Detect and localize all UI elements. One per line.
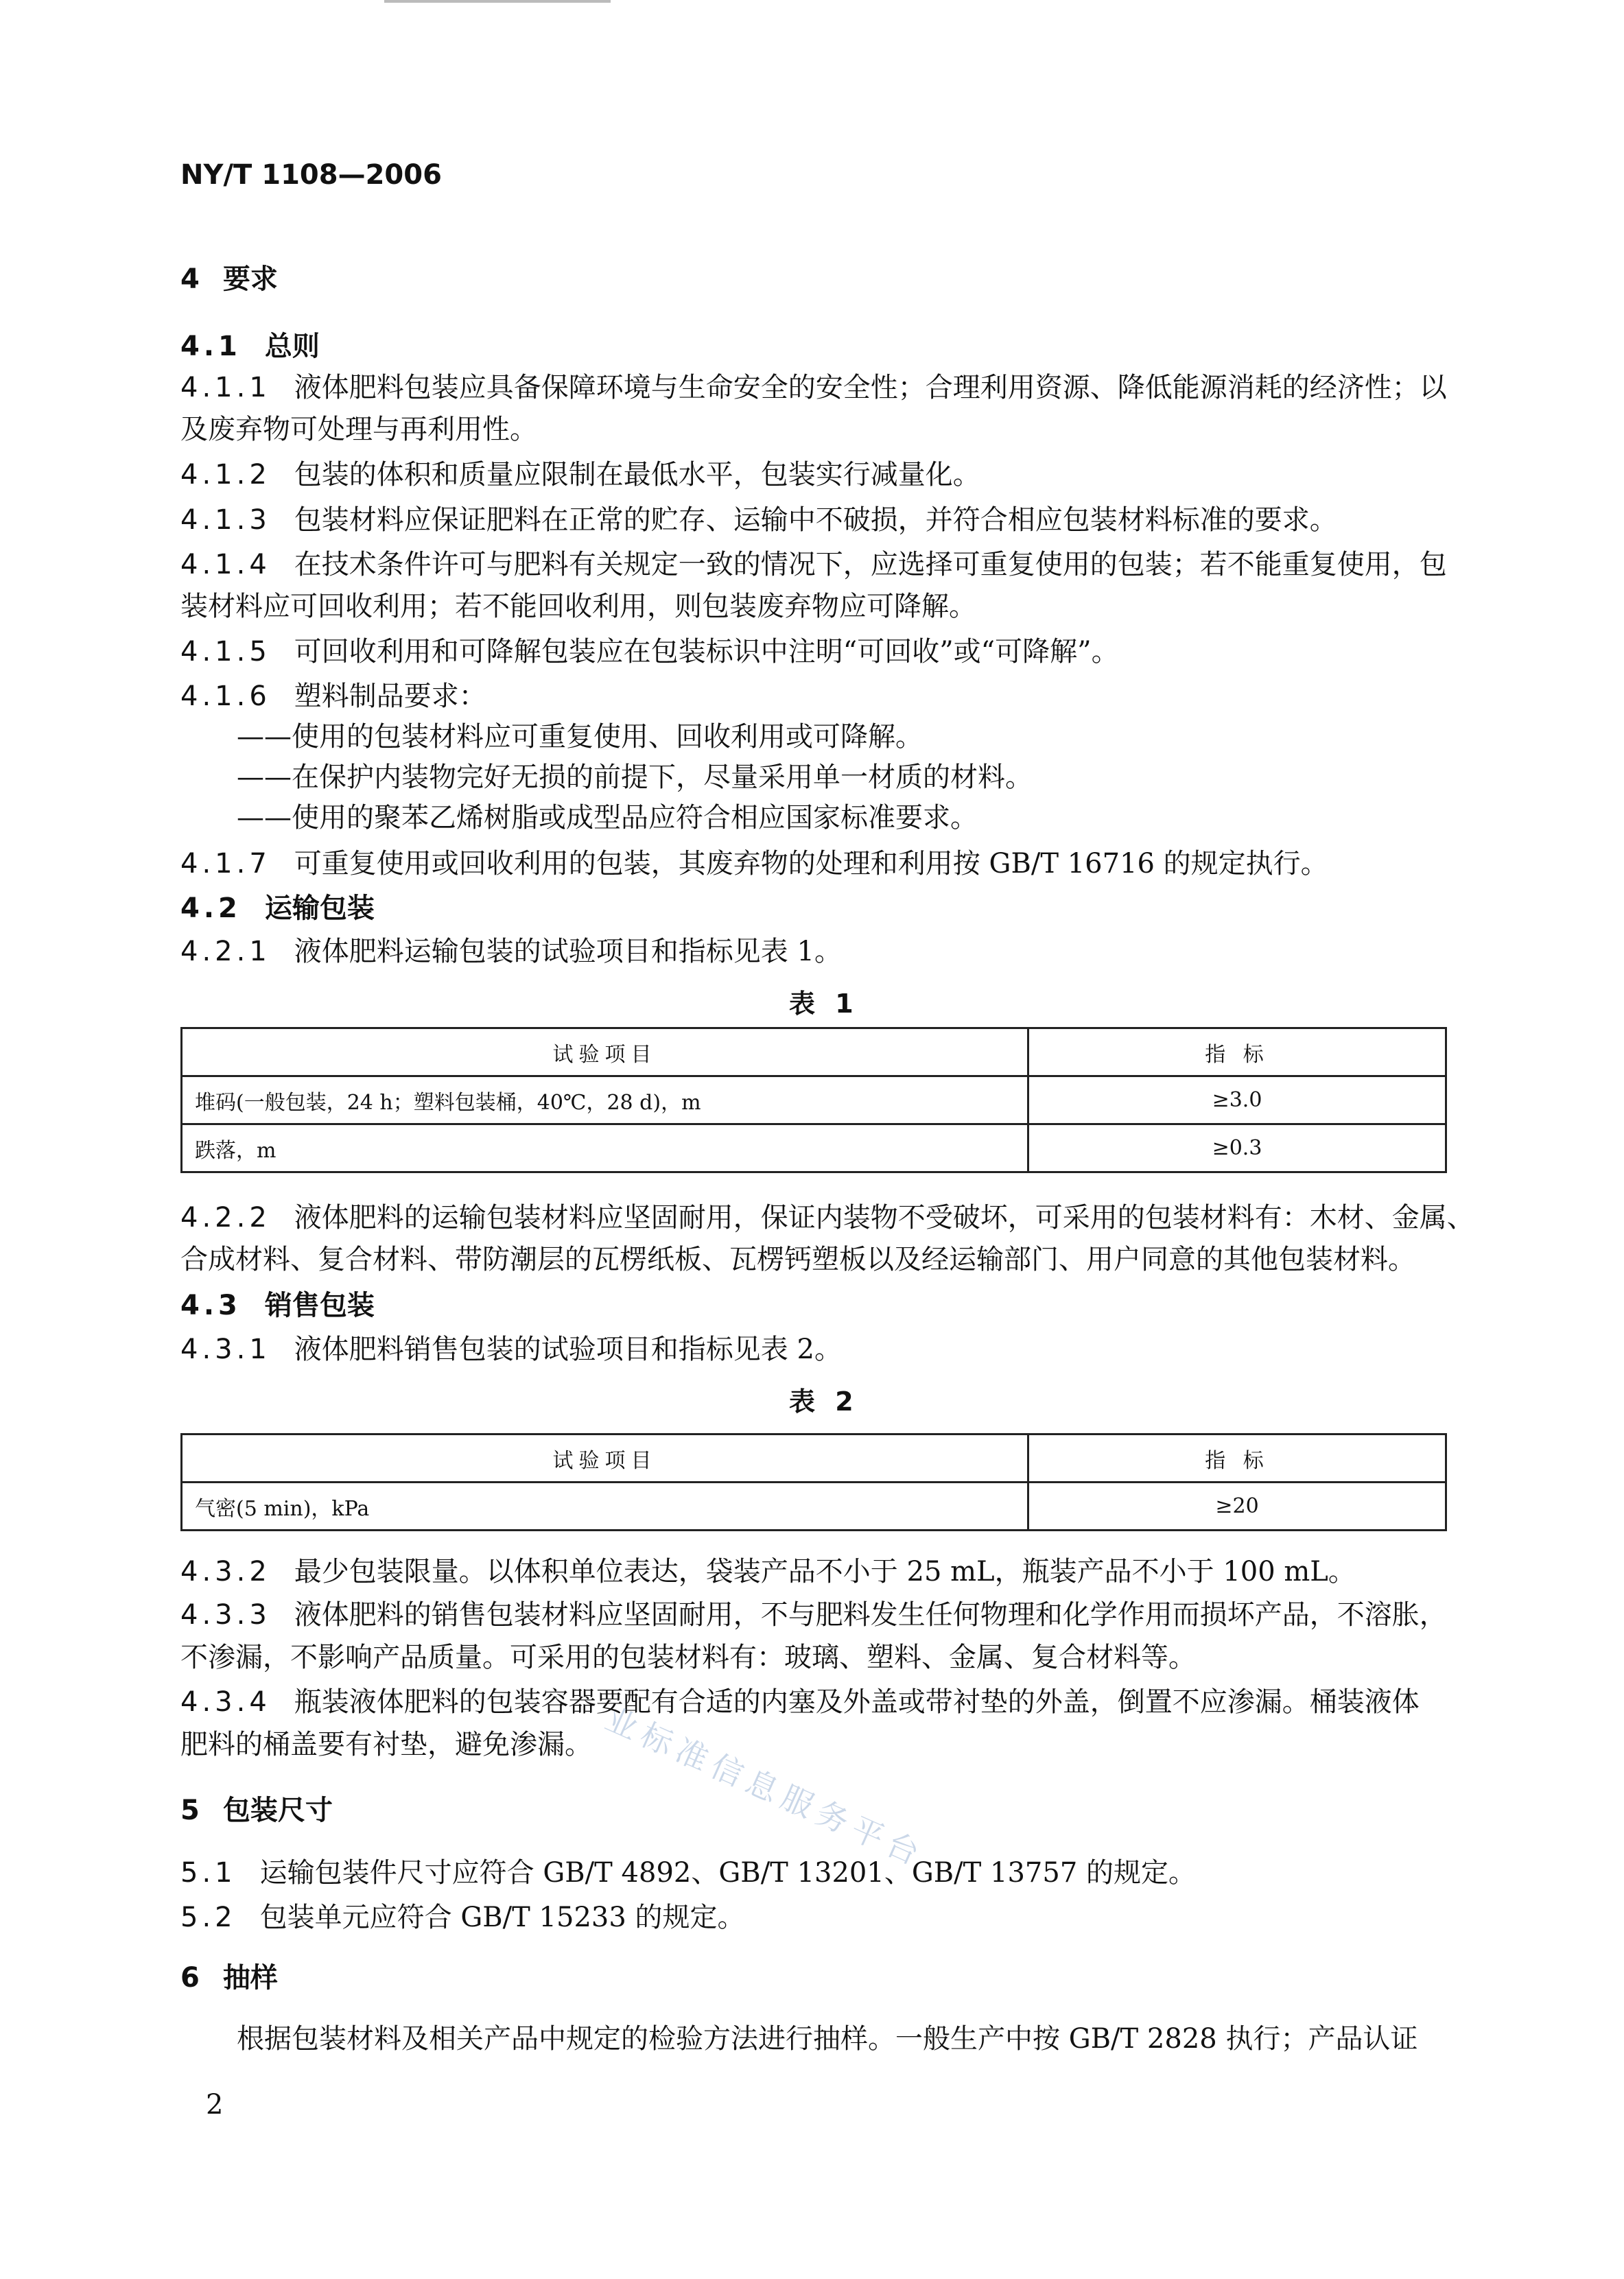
section-title: 运输包装	[264, 893, 375, 924]
clause-number: 4.1.6	[180, 681, 271, 712]
section-title: 包装尺寸	[222, 1795, 333, 1826]
section-6-heading	[180, 1962, 278, 1994]
para-4-3-3-line1	[180, 1599, 1447, 1631]
clause-number: 4.2.1	[180, 936, 271, 967]
clause-text: 在技术条件许可与肥料有关规定一致的情况下，应选择可重复使用的包装；若不能重复使用，包	[294, 549, 1447, 580]
clause-text: 包装单元应符合 GB/T 15233 的规定。	[259, 1902, 745, 1933]
table-row	[182, 1483, 1446, 1531]
para-5-2	[180, 1902, 745, 1933]
para-4-1-2	[180, 459, 980, 491]
dash-item-2: ——在保护内装物完好无损的前提下，尽量采用单一材质的材料。	[237, 761, 1033, 793]
clause-text: 液体肥料的销售包装材料应坚固耐用，不与肥料发生任何物理和化学作用而损坏产品，不溶胀，	[294, 1599, 1447, 1631]
section-title: 要求	[222, 263, 278, 295]
section-number: 4.2	[180, 893, 242, 924]
header-index: 指 标	[1028, 1028, 1446, 1076]
clause-number: 5.1	[180, 1857, 237, 1889]
clause-number: 4.1.4	[180, 549, 271, 580]
clause-text: 液体肥料包装应具备保障环境与生命安全的安全性；合理利用资源、降低能源消耗的经济性；以	[294, 372, 1447, 403]
clause-number: 4.1.2	[180, 459, 271, 491]
table-row	[182, 1076, 1446, 1124]
table-header-row	[182, 1028, 1446, 1076]
test-item-cell: 堆码(一般包装，24 h；塑料包装桶，40℃，28 d)，m	[182, 1076, 1028, 1124]
dash-item-1: ——使用的包装材料应可重复使用、回收利用或可降解。	[237, 721, 923, 753]
clause-number: 4.3.2	[180, 1556, 271, 1587]
test-item-cell: 跌落，m	[182, 1124, 1028, 1172]
top-rule	[384, 0, 611, 3]
table-2-caption: 表 2	[789, 1386, 859, 1417]
clause-text: 可重复使用或回收利用的包装，其废弃物的处理和利用按 GB/T 16716 的规定执行。	[294, 848, 1328, 879]
clause-number: 4.3.3	[180, 1599, 271, 1631]
para-5-1	[180, 1857, 1196, 1889]
section-number: 4.3	[180, 1290, 242, 1321]
para-4-1-5	[180, 636, 1119, 668]
clause-number: 5.2	[180, 1902, 237, 1933]
header-test-item: 试验项目	[182, 1434, 1028, 1483]
para-4-3-4-line2: 肥料的桶盖要有衬垫，避免渗漏。	[180, 1729, 592, 1760]
header-test-item: 试验项目	[182, 1028, 1028, 1076]
table-row	[182, 1124, 1446, 1172]
para-4-3-2	[180, 1556, 1356, 1587]
para-6: 根据包装材料及相关产品中规定的检验方法进行抽样。一般生产中按 GB/T 2828 执行；产品认证	[237, 2023, 1418, 2055]
clause-number: 4.3.1	[180, 1334, 271, 1365]
watermark: 业标准信息服务平台	[600, 1700, 931, 1875]
para-4-3-1	[180, 1334, 842, 1365]
section-4-heading	[180, 263, 278, 295]
clause-text: 包装材料应保证肥料在正常的贮存、运输中不破损，并符合相应包装材料标准的要求。	[294, 504, 1337, 536]
test-item-cell: 气密(5 min)，kPa	[182, 1483, 1028, 1531]
clause-text: 液体肥料销售包装的试验项目和指标见表 2。	[294, 1334, 842, 1365]
para-4-3-3-line2: 不渗漏，不影响产品质量。可采用的包装材料有：玻璃、塑料、金属、复合材料等。	[180, 1642, 1196, 1673]
para-4-1-4-line2: 装材料应可回收利用；若不能回收利用，则包装废弃物应可降解。	[180, 591, 976, 622]
para-4-1-6	[180, 681, 486, 712]
para-4-2-2-line2: 合成材料、复合材料、带防潮层的瓦楞纸板、瓦楞钙塑板以及经运输部门、用户同意的其他包装材料。	[180, 1244, 1415, 1275]
section-4-1-heading	[180, 331, 320, 362]
clause-text: 最少包装限量。以体积单位表达，袋装产品不小于 25 mL，瓶装产品不小于 100 mL。	[294, 1556, 1356, 1587]
para-4-1-1-line2: 及废弃物可处理与再利用性。	[180, 414, 537, 445]
page-number: 2	[206, 2089, 224, 2121]
section-title: 销售包装	[264, 1290, 375, 1321]
clause-text: 液体肥料的运输包装材料应坚固耐用，保证内装物不受破坏，可采用的包装材料有：木材、金属、	[294, 1202, 1474, 1233]
para-4-1-1-line1	[180, 372, 1447, 403]
clause-text: 包装的体积和质量应限制在最低水平，包装实行减量化。	[294, 459, 980, 491]
clause-number: 4.1.1	[180, 372, 271, 403]
para-4-2-1	[180, 936, 842, 967]
para-4-3-4-line1	[180, 1686, 1420, 1718]
table-header-row	[182, 1434, 1446, 1483]
dash-item-3: ——使用的聚苯乙烯树脂或成型品应符合相应国家标准要求。	[237, 802, 978, 834]
section-number: 4.1	[180, 331, 242, 362]
table-1-caption: 表 1	[789, 989, 859, 1019]
clause-number: 4.3.4	[180, 1686, 271, 1718]
clause-number: 4.1.3	[180, 504, 271, 536]
section-title: 总则	[264, 331, 320, 362]
clause-number: 4.2.2	[180, 1202, 271, 1233]
clause-text: 液体肥料运输包装的试验项目和指标见表 1。	[294, 936, 842, 967]
table-1	[180, 1027, 1447, 1173]
section-4-3-heading	[180, 1290, 375, 1321]
section-number: 5	[180, 1795, 200, 1826]
clause-text: 瓶装液体肥料的包装容器要配有合适的内塞及外盖或带衬垫的外盖，倒置不应渗漏。桶装液体	[294, 1686, 1420, 1718]
section-4-2-heading	[180, 893, 375, 924]
para-4-2-2-line1	[180, 1202, 1474, 1233]
clause-text: 塑料制品要求：	[294, 681, 486, 712]
section-5-heading	[180, 1795, 333, 1826]
para-4-1-4-line1	[180, 549, 1447, 580]
header-index: 指 标	[1028, 1434, 1446, 1483]
para-4-1-3	[180, 504, 1337, 536]
section-title: 抽样	[222, 1962, 278, 1994]
para-4-1-7	[180, 848, 1328, 879]
clause-number: 4.1.5	[180, 636, 271, 668]
section-number: 4	[180, 263, 200, 295]
section-number: 6	[180, 1962, 200, 1994]
standard-number: NY/T 1108—2006	[180, 159, 442, 191]
index-value-cell: ≥0.3	[1028, 1124, 1446, 1172]
index-value-cell: ≥3.0	[1028, 1076, 1446, 1124]
clause-number: 4.1.7	[180, 848, 271, 879]
clause-text: 可回收利用和可降解包装应在包装标识中注明“可回收”或“可降解”。	[294, 636, 1119, 668]
index-value-cell: ≥20	[1028, 1483, 1446, 1531]
clause-text: 运输包装件尺寸应符合 GB/T 4892、GB/T 13201、GB/T 13757 的规定。	[259, 1857, 1196, 1889]
table-2	[180, 1433, 1447, 1531]
